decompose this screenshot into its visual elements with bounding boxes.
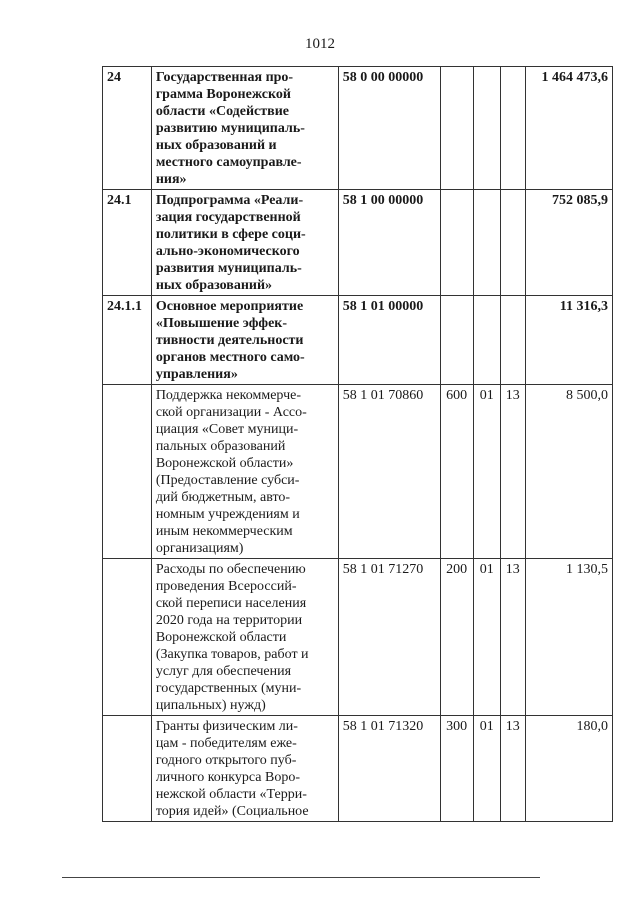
- row-name-text: Государственная про- грамма Воронежской области «Содействие развитию муниципаль- ных образований и местного самоуправле- ния»: [155, 70, 305, 187]
- table-row: [103, 716, 613, 822]
- row-code: 58 1 01 71320: [338, 716, 440, 822]
- row-number: [103, 559, 152, 716]
- row-subsection: [500, 296, 525, 385]
- row-name: [151, 716, 338, 822]
- row-name-text: Расходы по обеспечению проведения Всероссий- ской переписи населения 2020 года на территории Воронежской области (Закупка товаров, работ и услуг для обеспечения государственных (муни- ципальных) нужд): [155, 562, 309, 713]
- row-expense-type: [440, 67, 473, 190]
- row-code: 58 1 01 70860: [338, 385, 440, 559]
- row-number: 24.1: [103, 190, 152, 296]
- table-row: [103, 385, 613, 559]
- row-name: [151, 296, 338, 385]
- budget-table: [102, 66, 613, 822]
- row-code: 58 1 00 00000: [338, 190, 440, 296]
- table-row-activity-24-1-1: [103, 296, 613, 385]
- row-subsection: 13: [500, 559, 525, 716]
- row-sum: 180,0: [525, 716, 612, 822]
- page-number: 1012: [305, 36, 335, 52]
- row-sum: 1 464 473,6: [525, 67, 612, 190]
- row-number: [103, 385, 152, 559]
- row-name-text: Подпрограмма «Реали- зация государственной политики в сфере соци- ально-экономического развития муниципаль- ных образований»: [155, 193, 306, 293]
- row-name: [151, 385, 338, 559]
- row-code: 58 1 01 00000: [338, 296, 440, 385]
- table-row-program-24: [103, 67, 613, 190]
- row-section: [473, 296, 500, 385]
- footer-divider: [62, 877, 540, 878]
- row-expense-type: [440, 190, 473, 296]
- table-row-subprogram-24-1: [103, 190, 613, 296]
- row-subsection: [500, 67, 525, 190]
- row-name-text: Гранты физическим ли- цам - победителям еже- годного открытого пуб- личного конкурса Воро- нежской области «Терри- тория идей» (Социальное: [155, 719, 309, 819]
- row-section: [473, 190, 500, 296]
- row-name-text: Основное мероприятие «Повышение эффек- тивности деятельности органов местного само- управления»: [155, 299, 305, 382]
- row-name: [151, 559, 338, 716]
- row-subsection: 13: [500, 716, 525, 822]
- row-section: 01: [473, 559, 500, 716]
- row-subsection: 13: [500, 385, 525, 559]
- row-sum: 752 085,9: [525, 190, 612, 296]
- row-number: [103, 716, 152, 822]
- row-subsection: [500, 190, 525, 296]
- row-number: 24.1.1: [103, 296, 152, 385]
- row-name: [151, 190, 338, 296]
- row-sum: 11 316,3: [525, 296, 612, 385]
- row-expense-type: 200: [440, 559, 473, 716]
- row-name-text: Поддержка некоммерче- ской организации - Ассо- циация «Совет муници- пальных образований Воронежской области» (Предоставление субси- дий бюджетным, авто- номным учреждениям и иным некоммерческим организациям): [155, 388, 307, 556]
- row-sum: 8 500,0: [525, 385, 612, 559]
- table-row: [103, 559, 613, 716]
- row-code: 58 1 01 71270: [338, 559, 440, 716]
- row-number: 24: [103, 67, 152, 190]
- row-expense-type: 300: [440, 716, 473, 822]
- row-expense-type: [440, 296, 473, 385]
- row-section: 01: [473, 716, 500, 822]
- row-code: 58 0 00 00000: [338, 67, 440, 190]
- row-section: [473, 67, 500, 190]
- row-section: 01: [473, 385, 500, 559]
- row-sum: 1 130,5: [525, 559, 612, 716]
- row-name: [151, 67, 338, 190]
- row-expense-type: 600: [440, 385, 473, 559]
